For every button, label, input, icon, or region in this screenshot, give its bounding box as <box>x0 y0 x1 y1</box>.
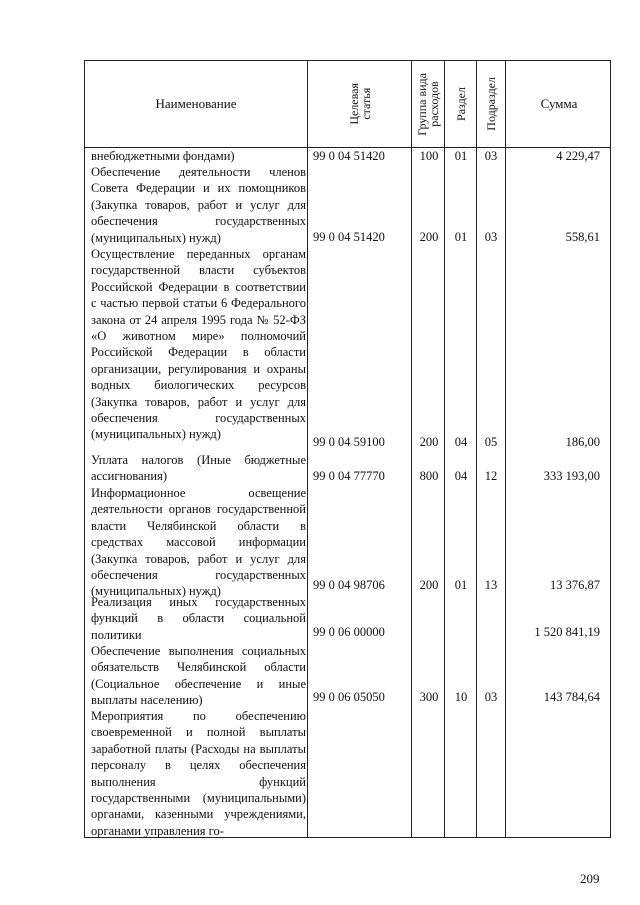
row-subsection: 05 <box>484 435 498 449</box>
row-subsection: 13 <box>484 578 498 592</box>
row-group: 300 <box>419 690 439 704</box>
header-section: Раздел <box>453 87 468 121</box>
row-group: 200 <box>419 578 439 592</box>
row-code: 99 0 06 00000 <box>313 625 385 639</box>
row-sum: 333 193,00 <box>543 469 600 483</box>
header-subsection-cell <box>477 61 505 147</box>
header-group-cell <box>412 61 444 147</box>
row-sum: 13 376,87 <box>550 578 600 592</box>
row-section: 04 <box>454 435 468 449</box>
row-subsection: 03 <box>484 230 498 244</box>
row-section: 01 <box>454 578 468 592</box>
row-sum: 1 520 841,19 <box>534 625 600 639</box>
col-divider <box>476 61 477 837</box>
row-name: Информационное освещение деятельности органов государственной власти Челябинской области в средствах массовой информации (Закупка товаров, работ и услуг для обеспечения государственных (муниципальных) нужд) <box>91 486 306 599</box>
row-group: 100 <box>419 149 439 163</box>
col-divider <box>444 61 445 837</box>
row-subsection: 03 <box>484 690 498 704</box>
row-group: 800 <box>419 469 439 483</box>
row-code: 99 0 04 98706 <box>313 578 385 592</box>
row-name: Реализация иных государственных функций в области социальной политики <box>91 595 306 642</box>
row-section: 01 <box>454 230 468 244</box>
row-name: Мероприятия по обеспечению своевременной и полной выплаты заработной платы (Расходы на выплаты персоналу в целях обеспечения выполнения функций государственными (муниципальными) органами, казенными учреждениями, органами управления го- <box>91 709 306 838</box>
row-code: 99 0 06 05050 <box>313 690 385 704</box>
row-group: 200 <box>419 435 439 449</box>
row-code: 99 0 04 77770 <box>313 469 385 483</box>
row-code: 99 0 04 51420 <box>313 149 385 163</box>
header-sum-cell <box>506 61 612 147</box>
row-group: 200 <box>419 230 439 244</box>
row-name: Осуществление переданных органам государственной власти субъектов Российской Федерации в соответствии с частью первой статьи 6 Федерального закона от 24 апреля 1995 года № 52-ФЗ «О животном мире» полномочий Российской Федерации в области организации, регулирования и охраны водных биологических ресурсов (Закупка товаров, работ и услуг для обеспечения государственных (муниципальных) нужд) <box>91 247 306 442</box>
row-subsection: 12 <box>484 469 498 483</box>
row-sum: 4 229,47 <box>556 149 600 163</box>
table-header <box>85 61 610 148</box>
header-sum: Сумма <box>540 96 578 111</box>
row-subsection: 03 <box>484 149 498 163</box>
header-section-cell <box>445 61 476 147</box>
row-name: Обеспечение выполнения социальных обязательств Челябинской области (Социальное обеспечение и иные выплаты населению) <box>91 644 306 708</box>
header-target: Целевая статья <box>346 83 373 125</box>
col-divider <box>411 61 412 837</box>
header-target-cell <box>308 61 411 147</box>
budget-table <box>84 60 611 838</box>
col-divider <box>307 61 308 837</box>
row-name: Уплата налогов (Иные бюджетные ассигнования) <box>91 453 306 484</box>
row-sum: 143 784,64 <box>543 690 600 704</box>
header-subsection: Подраздел <box>484 77 498 131</box>
header-name: Наименование <box>155 96 237 111</box>
page-number: 209 <box>580 871 600 886</box>
header-name-cell <box>85 61 307 147</box>
col-divider <box>505 61 506 837</box>
row-section: 04 <box>454 469 468 483</box>
row-name: Обеспечение деятельности членов Совета Федерации и их помощников (Закупка товаров, работ и услуг для обеспечения государственных (муниципальных) нужд) <box>91 165 306 245</box>
row-name: внебюджетными фондами) <box>91 149 235 163</box>
header-group: Группа вида расходов <box>415 72 441 136</box>
row-sum: 186,00 <box>565 435 600 449</box>
row-code: 99 0 04 59100 <box>313 435 385 449</box>
row-section: 01 <box>454 149 468 163</box>
row-code: 99 0 04 51420 <box>313 230 385 244</box>
row-sum: 558,61 <box>565 230 600 244</box>
row-section: 10 <box>454 690 468 704</box>
